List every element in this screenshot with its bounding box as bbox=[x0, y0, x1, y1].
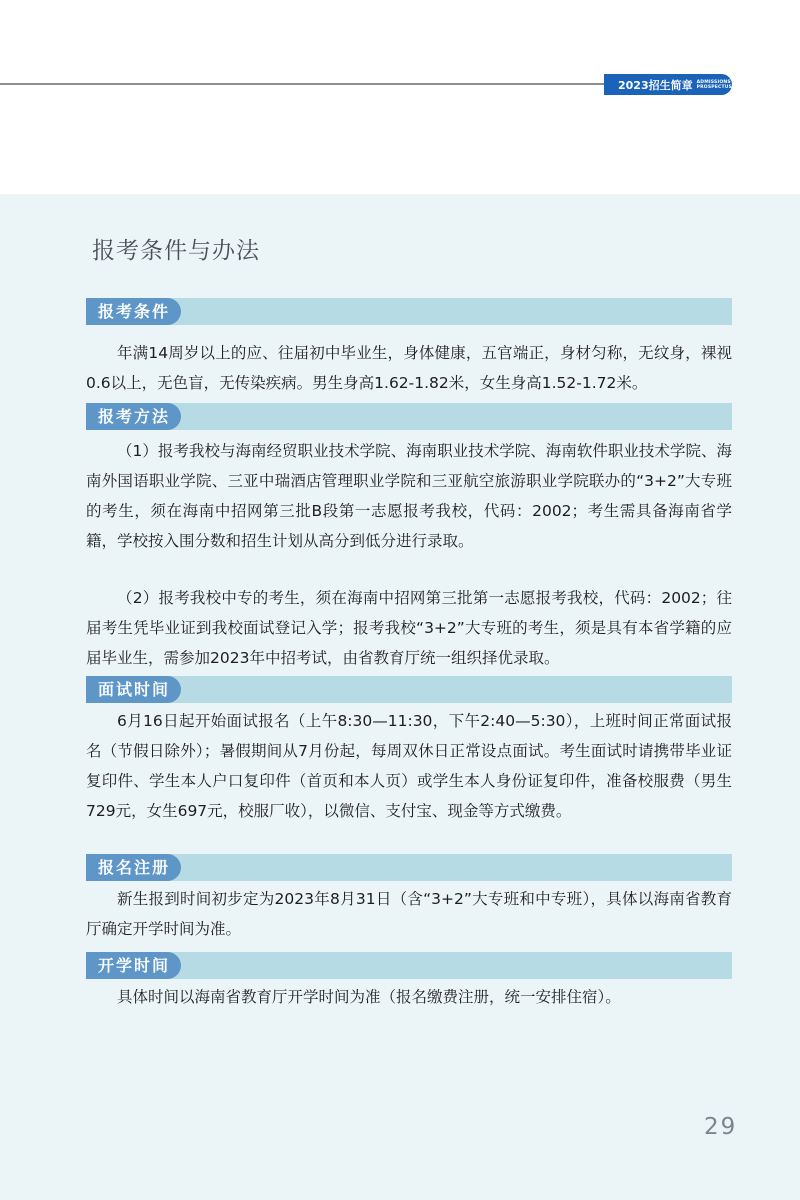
header-badge-title: 2023招生简章 bbox=[618, 78, 693, 92]
header-rule bbox=[0, 83, 610, 85]
section-header-semester-start bbox=[86, 952, 732, 979]
section-label: 面试时间 bbox=[86, 676, 181, 703]
section-paragraph: （2）报考我校中专的考生，须在海南中招网第三批第一志愿报考我校，代码：2002；往届考生凭毕业证到我校面试登记入学；报考我校“3+2”大专班的考生，须是具有本省学籍的应届毕业生，需参加2023年中招考试，由省教育厅统一组织择优录取。 bbox=[86, 589, 732, 667]
header-badge-subtitle bbox=[697, 80, 732, 90]
header-badge-subtitle-line2: PROSPECTUS bbox=[696, 84, 733, 90]
page-number: 29 bbox=[704, 1114, 738, 1140]
section-paragraph: 新生报到时间初步定为2023年8月31日（含“3+2”大专班和中专班），具体以海南省教育厅确定开学时间为准。 bbox=[86, 890, 732, 938]
section-header-method bbox=[86, 403, 732, 430]
section-label: 报考条件 bbox=[86, 298, 181, 325]
section-label: 报名注册 bbox=[86, 854, 181, 881]
header-badge bbox=[604, 74, 732, 95]
page-title: 报考条件与办法 bbox=[92, 238, 260, 264]
section-paragraph: 年满14周岁以上的应、往届初中毕业生，身体健康，五官端正，身材匀称，无纹身，裸视0.6以上，无色盲，无传染疾病。男生身高1.62-1.82米，女生身高1.52-1.72米。 bbox=[86, 344, 732, 392]
section-paragraph: （1）报考我校与海南经贸职业技术学院、海南职业技术学院、海南软件职业技术学院、海南外国语职业学院、三亚中瑞酒店管理职业学院和三亚航空旅游职业学院联办的“3+2”大专班的考生，须在海南中招网第三批B段第一志愿报考我校，代码：2002；考生需具备海南省学籍，学校按入围分数和招生计划从高分到低分进行录取。 bbox=[86, 442, 732, 550]
section-paragraph: 具体时间以海南省教育厅开学时间为准（报名缴费注册，统一安排住宿）。 bbox=[117, 988, 621, 1006]
section-label: 报考方法 bbox=[86, 403, 181, 430]
section-header-conditions bbox=[86, 298, 732, 325]
section-label: 开学时间 bbox=[86, 952, 181, 979]
section-paragraph: 6月16日起开始面试报名（上午8:30—11:30，下午2:40—5:30），上班时间正常面试报名（节假日除外）；暑假期间从7月份起，每周双休日正常设点面试。考生面试时请携带毕业证复印件、学生本人户口复印件（首页和本人页）或学生本人身份证复印件，准备校服费（男生729元，女生697元，校服厂收），以微信、支付宝、现金等方式缴费。 bbox=[86, 712, 732, 820]
section-header-registration bbox=[86, 854, 732, 881]
header-badge-subtitle-line1: ADMISSIONS bbox=[696, 79, 731, 85]
section-header-interview bbox=[86, 676, 732, 703]
